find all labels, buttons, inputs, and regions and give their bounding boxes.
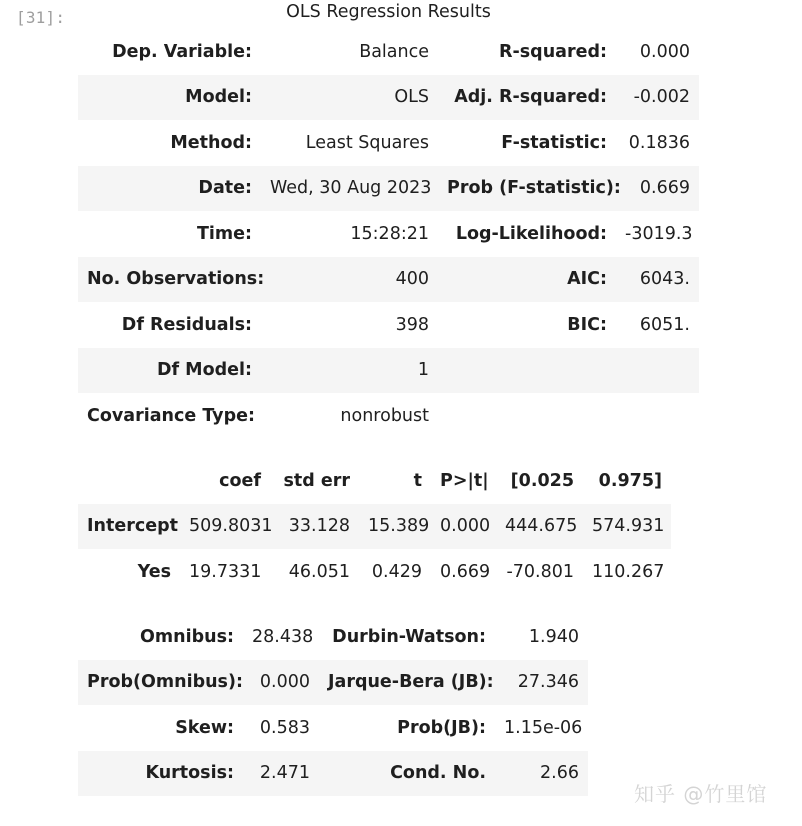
stat-label: Df Residuals: bbox=[121, 314, 252, 335]
stat-label: Dep. Variable: bbox=[112, 41, 252, 62]
stat-label: Date: bbox=[198, 178, 252, 199]
stat-value: 2.471 bbox=[259, 763, 310, 784]
model-summary-table bbox=[78, 29, 699, 439]
table-row bbox=[78, 257, 699, 303]
stat-label: Prob(JB): bbox=[397, 717, 486, 738]
table-row bbox=[78, 549, 671, 595]
table-row bbox=[78, 29, 699, 75]
stat-label: Kurtosis: bbox=[145, 763, 234, 784]
stat-value: 1.15e-06 bbox=[504, 717, 583, 738]
table-cell: 0.000 bbox=[440, 516, 491, 537]
watermark: 知乎 @竹里馆 bbox=[634, 782, 768, 806]
column-header: t bbox=[413, 470, 422, 491]
table-row bbox=[78, 393, 699, 439]
table-row bbox=[78, 166, 699, 212]
table-row bbox=[78, 348, 699, 394]
table-cell: 33.128 bbox=[288, 516, 350, 537]
stat-value: 1.940 bbox=[528, 626, 579, 647]
table-cell: 19.7331 bbox=[189, 561, 262, 582]
table-row bbox=[78, 302, 699, 348]
stat-value: 15:28:21 bbox=[350, 223, 429, 244]
table-row bbox=[78, 705, 588, 751]
stat-label: Log-Likelihood: bbox=[455, 223, 607, 244]
stat-label: Model: bbox=[185, 87, 252, 108]
column-header: P>|t| bbox=[440, 470, 489, 491]
stat-value: 6051. bbox=[639, 314, 690, 335]
table-row bbox=[78, 614, 588, 660]
column-header: std err bbox=[283, 470, 350, 491]
stat-value: Wed, 30 Aug 2023 bbox=[270, 178, 432, 199]
table-cell: 444.675 bbox=[505, 516, 578, 537]
stat-value: 6043. bbox=[639, 269, 690, 290]
cell-execution-prompt: [31]: bbox=[16, 8, 66, 27]
stat-value bbox=[616, 348, 699, 394]
stat-value: 1 bbox=[417, 360, 429, 381]
stat-value: nonrobust bbox=[340, 405, 429, 426]
stat-label: Durbin-Watson: bbox=[332, 626, 486, 647]
table-row bbox=[78, 660, 588, 706]
row-label: Intercept bbox=[87, 516, 178, 537]
table-row bbox=[78, 75, 699, 121]
stat-value: 398 bbox=[395, 314, 429, 335]
stat-label: Prob(Omnibus): bbox=[87, 672, 243, 693]
stat-value: 27.346 bbox=[517, 672, 579, 693]
stat-label: Df Model: bbox=[156, 360, 252, 381]
stat-value: -0.002 bbox=[633, 87, 690, 108]
results-title: OLS Regression Results bbox=[286, 2, 491, 22]
table-cell: 110.267 bbox=[592, 561, 665, 582]
stat-value: 28.438 bbox=[252, 626, 314, 647]
stat-value: 0.583 bbox=[259, 717, 310, 738]
stat-value bbox=[616, 393, 699, 439]
stat-label: R-squared: bbox=[499, 41, 607, 62]
stat-value: 400 bbox=[395, 269, 429, 290]
table-cell: -70.801 bbox=[506, 561, 574, 582]
table-cell: 0.429 bbox=[371, 561, 422, 582]
stat-label: Jarque-Bera (JB): bbox=[328, 672, 494, 693]
table-cell: 509.8031 bbox=[189, 516, 273, 537]
stat-value: 0.1836 bbox=[628, 132, 690, 153]
stat-value: Balance bbox=[359, 41, 429, 62]
stat-label: Covariance Type: bbox=[87, 405, 255, 426]
stat-value: 2.66 bbox=[540, 763, 579, 784]
column-header: coef bbox=[219, 470, 261, 491]
stat-value: -3019.3 bbox=[625, 223, 693, 244]
stat-label bbox=[438, 348, 616, 394]
table-header-row bbox=[78, 458, 671, 504]
stat-label: Method: bbox=[170, 132, 252, 153]
stat-label: AIC: bbox=[567, 269, 607, 290]
stat-label: Time: bbox=[196, 223, 252, 244]
column-header: 0.975] bbox=[598, 470, 662, 491]
stat-value: 0.000 bbox=[639, 41, 690, 62]
stat-label: F-statistic: bbox=[501, 132, 607, 153]
column-header: [0.025 bbox=[510, 470, 574, 491]
table-row bbox=[78, 120, 699, 166]
table-cell: 0.669 bbox=[440, 561, 491, 582]
stat-value: Least Squares bbox=[305, 132, 429, 153]
table-row bbox=[78, 211, 699, 257]
table-row bbox=[78, 504, 671, 550]
stat-label: Skew: bbox=[175, 717, 234, 738]
column-header bbox=[78, 458, 180, 504]
stat-label: Adj. R-squared: bbox=[454, 87, 607, 108]
diagnostics-table bbox=[78, 614, 588, 796]
stat-value: 0.669 bbox=[639, 178, 690, 199]
table-row bbox=[78, 751, 588, 797]
stat-value: 0.000 bbox=[259, 672, 310, 693]
stat-label: Omnibus: bbox=[140, 626, 234, 647]
table-cell: 574.931 bbox=[592, 516, 665, 537]
table-cell: 15.389 bbox=[368, 516, 430, 537]
coefficients-table bbox=[78, 458, 671, 595]
stat-label bbox=[438, 393, 616, 439]
stat-label: No. Observations: bbox=[87, 269, 265, 290]
row-label: Yes bbox=[137, 561, 171, 582]
stat-label: Prob (F-statistic): bbox=[447, 178, 621, 199]
stat-value: OLS bbox=[394, 87, 429, 108]
stat-label: Cond. No. bbox=[390, 763, 486, 784]
table-cell: 46.051 bbox=[288, 561, 350, 582]
stat-label: BIC: bbox=[567, 314, 607, 335]
